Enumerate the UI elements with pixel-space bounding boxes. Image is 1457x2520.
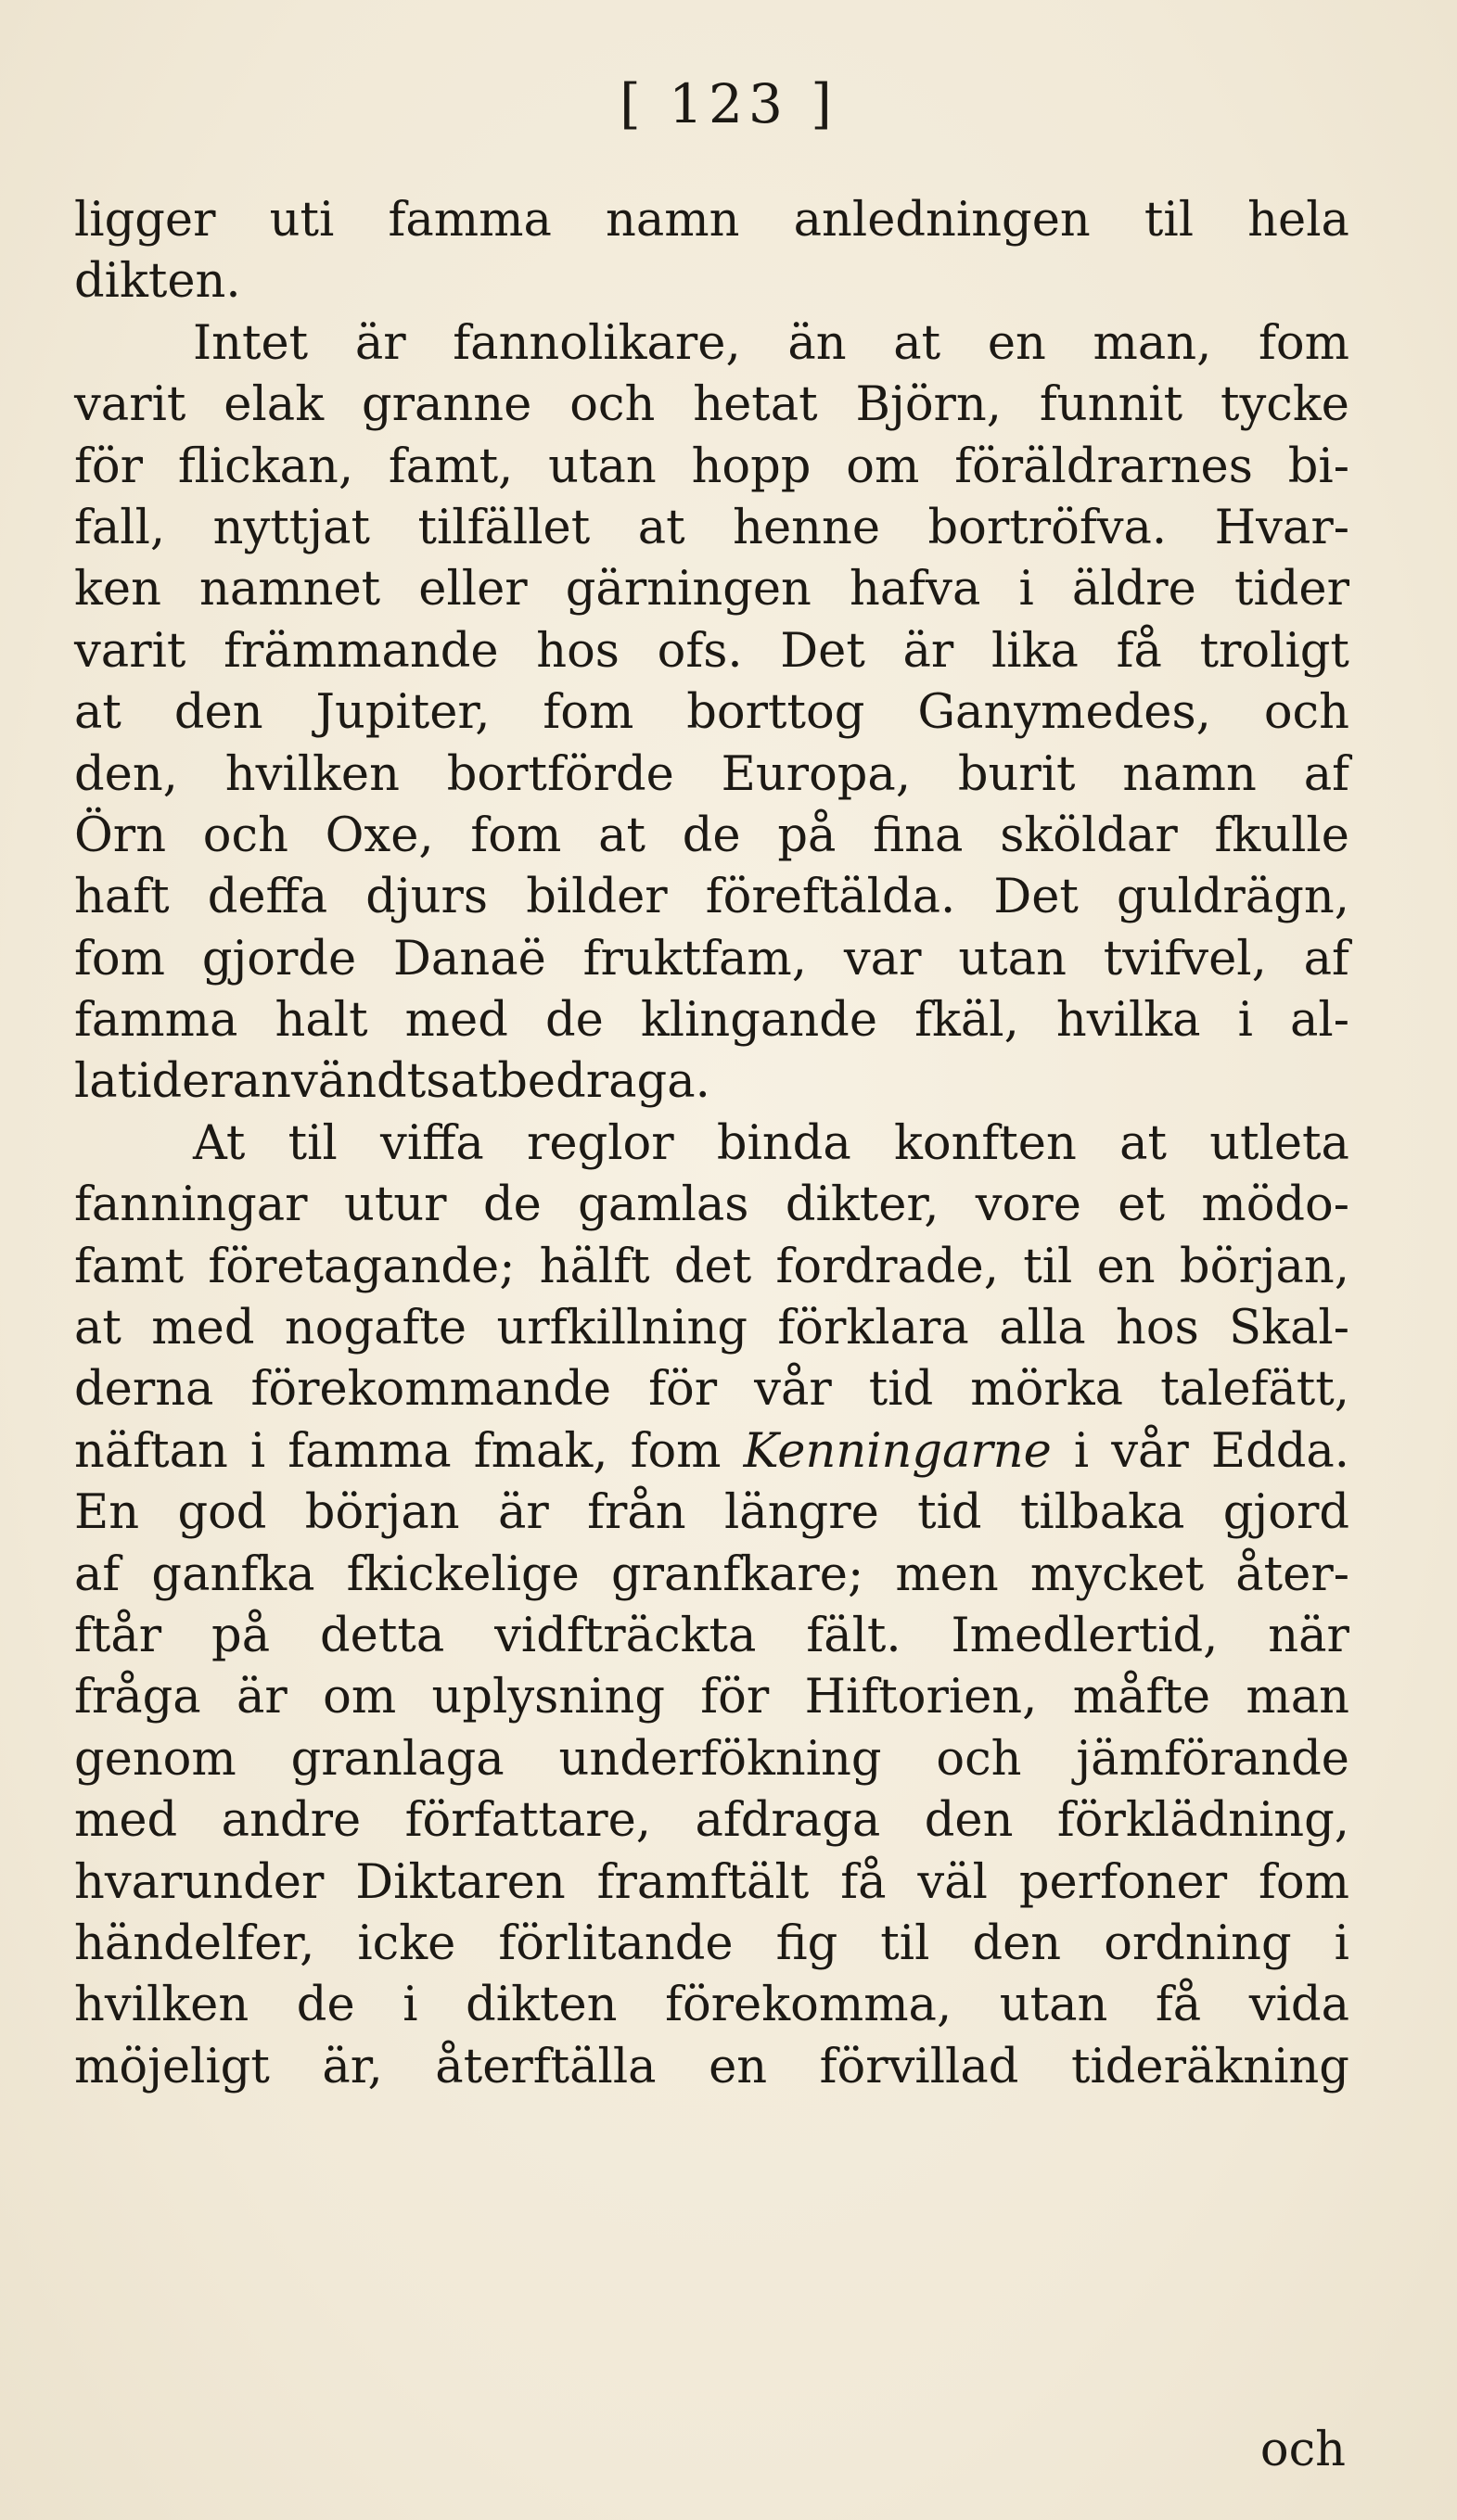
word: om (846, 439, 920, 494)
word: med (404, 993, 508, 1049)
word: at (893, 315, 941, 371)
text-line (74, 559, 1349, 620)
word: Imedlertid, (951, 1608, 1219, 1663)
word: af (1303, 746, 1349, 802)
word: i (403, 1978, 418, 2033)
text-line (74, 375, 1349, 436)
word: Det (780, 623, 865, 679)
text-line (74, 251, 1349, 312)
word: detta (320, 1608, 445, 1663)
word: och (1263, 685, 1349, 741)
word: fält. (806, 1608, 901, 1663)
word: är (236, 1670, 288, 1725)
word: varit (74, 623, 186, 679)
word: och (936, 1731, 1022, 1787)
word: hvilken (74, 1978, 249, 2033)
text-line (74, 1421, 1349, 1483)
text-line (74, 1051, 1349, 1113)
word: näftan (74, 1423, 228, 1479)
word: Örn (74, 808, 167, 863)
text-line (74, 621, 1349, 682)
word: tycke (1221, 377, 1349, 433)
word: fruktfam, (582, 931, 807, 986)
text-line (74, 2037, 1349, 2098)
word: hvarunder (74, 1854, 325, 1910)
word: gamlas (578, 1177, 749, 1233)
word: föreftälda. (705, 870, 956, 925)
word: underfökning (558, 1731, 882, 1787)
word: hafva (850, 562, 981, 617)
word: konften (893, 1115, 1077, 1171)
word: dikter, (785, 1177, 939, 1233)
word: troligt (1199, 623, 1349, 679)
word: måfte (1072, 1670, 1211, 1725)
text-line (74, 1175, 1349, 1236)
word: en (709, 2039, 768, 2094)
word: Björn, (855, 377, 1002, 433)
word: borttog (686, 685, 865, 741)
word: granne (362, 377, 532, 433)
word: af (1303, 931, 1349, 986)
word: jämförande (1076, 1731, 1349, 1787)
word: famma (288, 1423, 452, 1479)
word: Kenningarne (743, 1423, 1052, 1479)
text-line (74, 867, 1349, 928)
word: vår (754, 1362, 832, 1418)
word: Jupiter, (315, 685, 491, 741)
word: perfoner (1018, 1854, 1228, 1910)
word: för (648, 1362, 718, 1418)
word: klingande (640, 993, 878, 1049)
word: gjorde (201, 931, 357, 986)
word: elak (224, 377, 325, 433)
word: mödo- (1201, 1177, 1349, 1233)
word: på (777, 808, 837, 863)
word: til (1144, 193, 1195, 248)
catchword: och (1259, 2423, 1346, 2477)
word: At (193, 1115, 246, 1171)
word: al- (1290, 993, 1349, 1049)
word: tilfället (417, 500, 591, 555)
word: Diktaren (355, 1854, 566, 1910)
word: viffa (380, 1115, 484, 1171)
word: och (569, 377, 656, 433)
word: ftår (74, 1608, 162, 1663)
word: icke (357, 1915, 456, 1971)
word: man (1246, 1670, 1349, 1725)
word: i (249, 1423, 266, 1479)
word: henne (733, 500, 881, 555)
word: at (637, 500, 685, 555)
word: ordning (1104, 1915, 1292, 1971)
word: början (304, 1485, 460, 1541)
word: hetat (693, 377, 818, 433)
word: utan (999, 1978, 1108, 2033)
word: förlitande (498, 1915, 734, 1971)
word: flickan, (177, 439, 354, 494)
word: famma (74, 993, 238, 1049)
word: för (74, 439, 143, 494)
word: Edda. (1210, 1423, 1349, 1479)
word: Intet (193, 315, 309, 371)
text-line (74, 1975, 1349, 2036)
word: få (840, 1854, 887, 1910)
word: man, (1093, 315, 1212, 371)
word: afdraga (695, 1793, 881, 1849)
word: möjeligt (74, 2039, 270, 2094)
word: än (787, 315, 847, 371)
word: en (1096, 1239, 1156, 1294)
word: fkulle (1214, 808, 1349, 863)
word: funnit (1039, 377, 1183, 433)
word: fom (470, 808, 562, 863)
word: äldre (1071, 562, 1196, 617)
word: Danaë (393, 931, 546, 986)
text-line (74, 1914, 1349, 1975)
text-line (74, 190, 1349, 251)
word: famma (388, 193, 552, 248)
word: varit (74, 377, 186, 433)
word: la (74, 1054, 118, 1110)
word: på (211, 1608, 271, 1663)
word: uplysning (431, 1670, 665, 1725)
word: förekommande (250, 1362, 612, 1418)
text-line (74, 1237, 1349, 1298)
word: fom (1258, 315, 1349, 371)
word: förklara (777, 1301, 969, 1356)
word: användts (232, 1054, 451, 1110)
text-line (74, 437, 1349, 498)
word: sköldar (1000, 808, 1178, 863)
word: men (895, 1546, 999, 1602)
word: i (1073, 1423, 1090, 1479)
word: är (354, 315, 406, 371)
word: vida (1248, 1978, 1349, 2033)
word: och (202, 808, 288, 863)
word: alla (999, 1301, 1086, 1356)
word: binda (716, 1115, 851, 1171)
word: haft (74, 870, 170, 925)
text-line (74, 498, 1349, 559)
word: Hvar- (1214, 500, 1349, 555)
word: den, (74, 746, 178, 802)
word: nogafte (284, 1301, 467, 1356)
word: mycket (1029, 1546, 1205, 1602)
page-number: [ 123 ] (620, 72, 837, 135)
word: utleta (1209, 1115, 1349, 1171)
word: bedraga. (497, 1054, 710, 1110)
word: föräldrarnes (954, 439, 1253, 494)
word: tideräkning (1070, 2039, 1349, 2094)
word: väl (917, 1854, 988, 1910)
word: hopp (691, 439, 812, 494)
text-line (74, 990, 1349, 1051)
word: utan (958, 931, 1067, 986)
word: mörka (970, 1362, 1124, 1418)
word: främmande (224, 623, 499, 679)
word: gjord (1222, 1485, 1349, 1541)
word: halt (275, 993, 368, 1049)
word: längre (723, 1485, 879, 1541)
word: de (482, 1177, 542, 1233)
word: fig (775, 1915, 838, 1971)
text-line (74, 1790, 1349, 1852)
word: händelfer, (74, 1915, 315, 1971)
word: famt, (388, 439, 514, 494)
text-line (74, 1359, 1349, 1420)
word: fordrade, (775, 1239, 999, 1294)
word: fom (74, 931, 165, 986)
word: namn (606, 193, 740, 248)
word: genom (74, 1731, 236, 1787)
word: hela (1247, 193, 1349, 248)
word: återftälla (435, 2039, 657, 2094)
word: fmak, (473, 1423, 608, 1479)
word: tid (917, 1485, 982, 1541)
word: namnet (199, 562, 381, 617)
word: åter- (1235, 1546, 1349, 1602)
word: de (682, 808, 741, 863)
word: fom (543, 685, 634, 741)
word: et (1118, 1177, 1165, 1233)
word: Europa, (721, 746, 912, 802)
word: de (544, 993, 604, 1049)
word: granlaga (290, 1731, 505, 1787)
word: eller (418, 562, 528, 617)
word: var (843, 931, 922, 986)
word: få (1155, 1978, 1202, 2033)
word: om (323, 1670, 397, 1725)
text-line (74, 1606, 1349, 1667)
text-line (74, 1545, 1349, 1606)
word: Ganymedes, (917, 685, 1211, 741)
text-line (74, 745, 1349, 806)
word: fina (873, 808, 964, 863)
word: med (151, 1301, 255, 1356)
word: fall, (74, 500, 166, 555)
text-line (74, 682, 1349, 744)
word: bortförde (446, 746, 674, 802)
word: för (700, 1670, 770, 1725)
word: med (74, 1793, 178, 1849)
word: bi- (1287, 439, 1349, 494)
word: är (497, 1485, 549, 1541)
word: början, (1179, 1239, 1349, 1294)
word: granfkare; (610, 1546, 864, 1602)
word: tvifvel, (1103, 931, 1267, 986)
word: vore (975, 1177, 1081, 1233)
word: är (902, 623, 954, 679)
text-line (74, 1667, 1349, 1728)
word: i (1334, 1915, 1349, 1971)
text-line (74, 313, 1349, 375)
word: dikten. (74, 254, 241, 310)
word: anledningen (793, 193, 1091, 248)
word: utan (548, 439, 657, 494)
word: tider (117, 1054, 233, 1110)
text-line (74, 1114, 1349, 1175)
word: hälft (539, 1239, 650, 1294)
word: gärningen (565, 562, 812, 617)
body-text (74, 190, 1349, 2098)
word: djurs (365, 870, 489, 925)
word: andre (221, 1793, 362, 1849)
word: Hiftorien, (804, 1670, 1038, 1725)
word: författare, (404, 1793, 652, 1849)
word: til (880, 1915, 930, 1971)
text-line (74, 1852, 1349, 1914)
word: ganfka (151, 1546, 315, 1602)
word: bortröfva. (927, 500, 1168, 555)
word: at (1119, 1115, 1167, 1171)
word: utur (343, 1177, 447, 1233)
text-line (74, 1298, 1349, 1359)
word: til (288, 1115, 338, 1171)
word: få (1116, 623, 1162, 679)
word: at (598, 808, 645, 863)
word: en (987, 315, 1046, 371)
word: En (74, 1485, 140, 1541)
word: namn (1122, 746, 1257, 802)
word: när (1268, 1608, 1349, 1663)
text-line (74, 929, 1349, 990)
word: ligger (74, 193, 216, 248)
word: reglor (527, 1115, 674, 1171)
word: det (673, 1239, 752, 1294)
word: fråga (74, 1670, 201, 1725)
word: hos (536, 623, 620, 679)
text-line (74, 1729, 1349, 1790)
word: Skal- (1229, 1301, 1349, 1356)
word: hvilken (224, 746, 400, 802)
word: förekomma, (665, 1978, 952, 2033)
word: fkäl, (914, 993, 1019, 1049)
word: Oxe, (325, 808, 434, 863)
word: fannolikare, (453, 315, 741, 371)
word: dikten (466, 1978, 618, 2033)
word: talefätt, (1160, 1362, 1349, 1418)
word: nyttjat (212, 500, 370, 555)
word: förklädning, (1056, 1793, 1349, 1849)
word: i (1018, 562, 1034, 617)
word: företagande; (208, 1239, 516, 1294)
word: af (74, 1546, 121, 1602)
word: burit (957, 746, 1076, 802)
word: ken (74, 562, 161, 617)
word: til (1023, 1239, 1073, 1294)
word: uti (269, 193, 335, 248)
word: vidfträckta (494, 1608, 757, 1663)
word: de (296, 1978, 355, 2033)
word: hos (1116, 1301, 1199, 1356)
word: den (924, 1793, 1014, 1849)
word: tid (868, 1362, 934, 1418)
word: den (173, 685, 263, 741)
word: den (972, 1915, 1062, 1971)
word: hvilka (1055, 993, 1201, 1049)
word: famt (74, 1239, 185, 1294)
word: guldrägn, (1116, 870, 1349, 925)
word: ofs. (657, 623, 743, 679)
word: at (450, 1054, 498, 1110)
word: at (74, 1301, 121, 1356)
word: bilder (526, 870, 668, 925)
word: från (587, 1485, 686, 1541)
text-line (74, 806, 1349, 867)
word: derna (74, 1362, 214, 1418)
text-line (74, 1483, 1349, 1544)
word: god (177, 1485, 267, 1541)
word: fom (1259, 1854, 1349, 1910)
word: vår (1111, 1423, 1189, 1479)
word: Det (993, 870, 1079, 925)
word: framftält (596, 1854, 810, 1910)
word: i (1237, 993, 1253, 1049)
word: förvillad (819, 2039, 1019, 2094)
word: tilbaka (1019, 1485, 1185, 1541)
word: at (74, 685, 121, 741)
word: deffa (207, 870, 328, 925)
word: tider (1233, 562, 1349, 617)
word: fkickelige (346, 1546, 580, 1602)
word: urfkillning (496, 1301, 748, 1356)
word: fom (630, 1423, 722, 1479)
word: är, (322, 2039, 383, 2094)
word: fanningar (74, 1177, 308, 1233)
word: lika (991, 623, 1079, 679)
